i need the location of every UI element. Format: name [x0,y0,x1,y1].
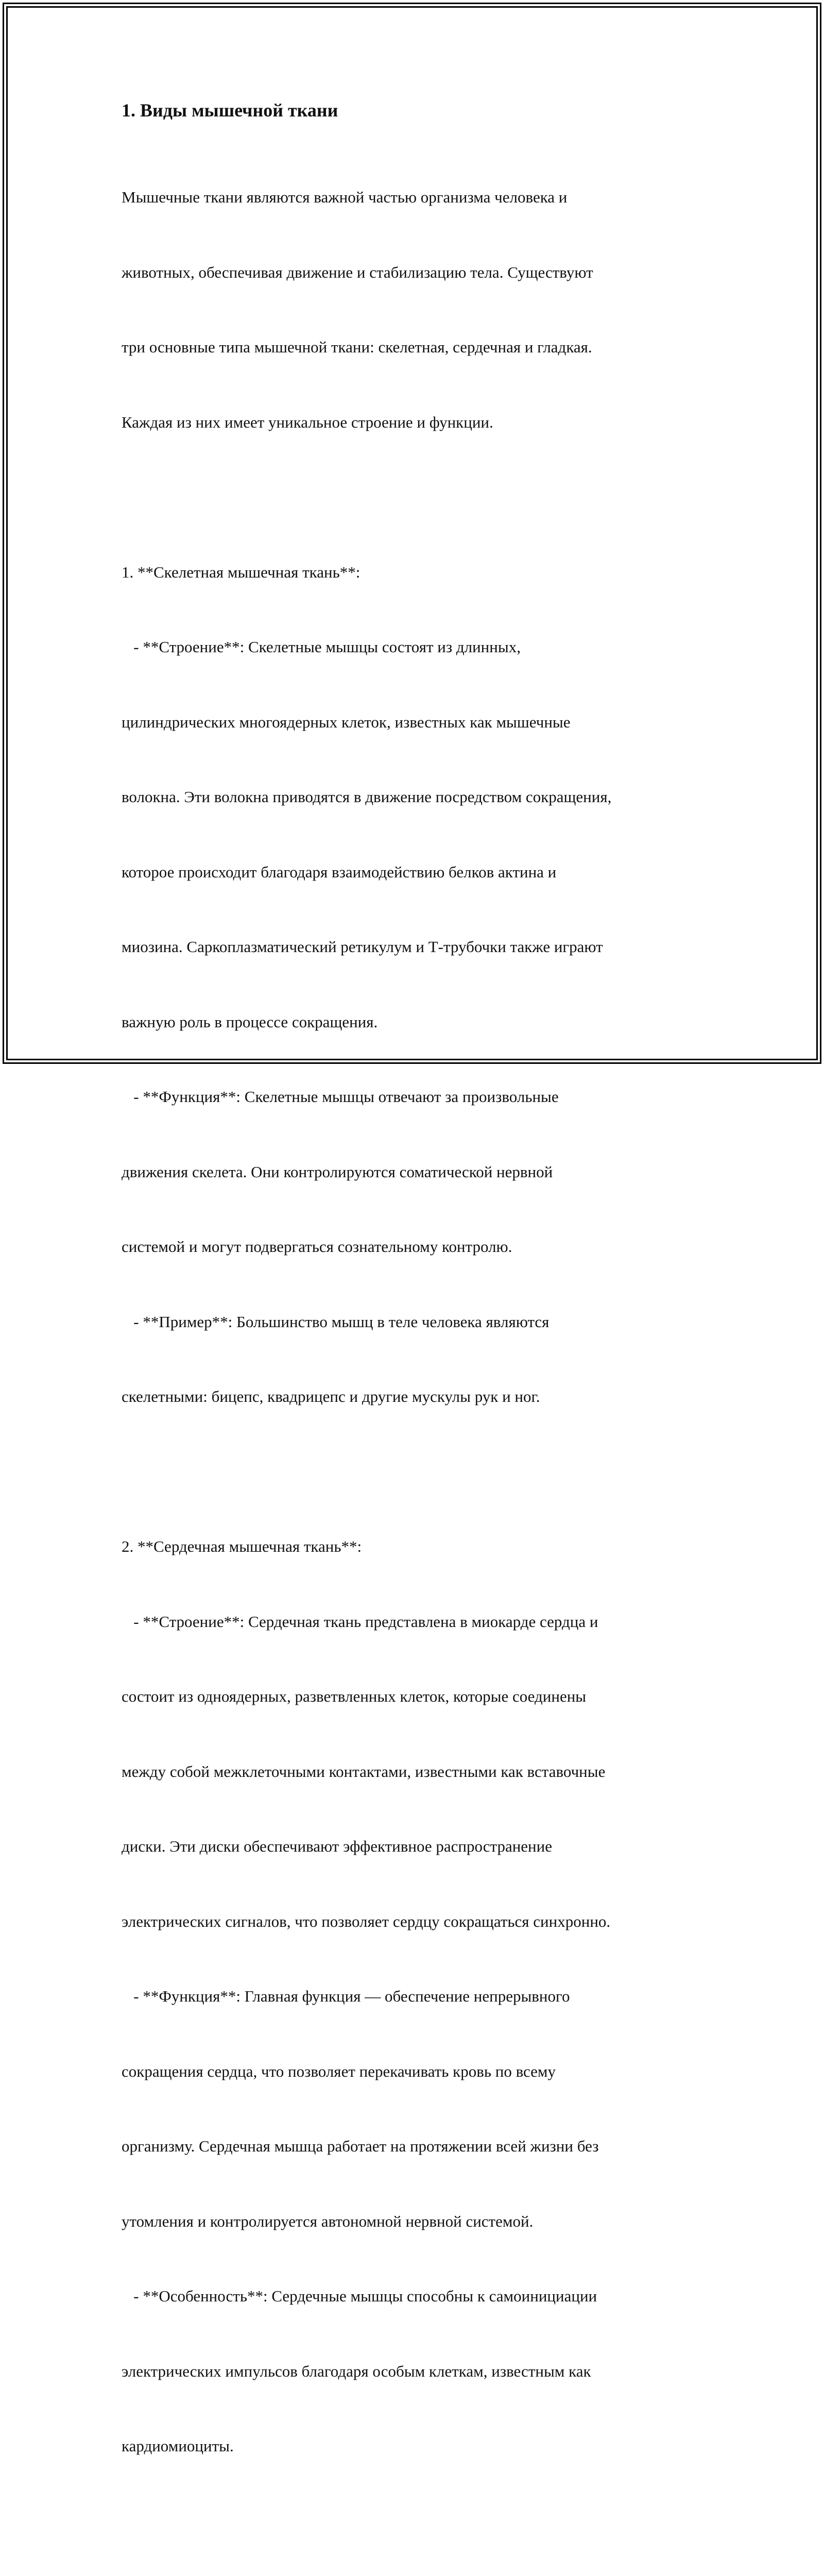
text-line: между собой межклеточными контактами, известными как вставочные [122,1762,606,1781]
text-line: состоит из одноядерных, разветвленных клеток, которые соединены [122,1687,587,1705]
text-line: - **Функция**: Скелетные мышцы отвечают за произвольные [122,1088,559,1106]
text-line: - **Строение**: Скелетные мышцы состоят из длинных, [122,638,521,656]
text-line: - **Строение**: Сердечная ткань представлена в миокарде сердца и [122,1612,598,1631]
blank-line [122,485,714,510]
text-line: сокращения сердца, что позволяет перекачивать кровь по всему [122,2062,556,2080]
section-heading: 1. Виды мышечной ткани [122,100,338,121]
text-line: диски. Эти диски обеспечивают эффективное распространение [122,1837,552,1855]
text-line: важную роль в процессе сокращения. [122,1012,378,1031]
text-line: Мышечные ткани являются важной частью организма человека и [122,188,568,206]
cardiac-muscle-section [122,1484,714,2509]
smooth-muscle-section [122,2534,714,2576]
document-page [122,97,714,2576]
text-line: системой и могут подвергаться сознательному контролю. [122,1238,512,1256]
text-line: волокна. Эти волокна приводятся в движение посредством сокращения, [122,788,612,806]
blank-line [122,2509,714,2534]
text-line: миозина. Саркоплазматический ретикулум и Т-трубочки также играют [122,938,603,956]
list-item-title: 1. **Скелетная мышечная ткань**: [122,563,360,581]
text-line: - **Особенность**: Сердечные мышцы способны к самоинициации [122,2287,597,2305]
blank-line [122,1460,714,1485]
text-line: которое происходит благодаря взаимодействию белков актина и [122,862,557,881]
text-line: утомления и контролируется автономной нервной системой. [122,2212,534,2230]
text-line: скелетными: бицепс, квадрицепс и другие мускулы рук и ног. [122,1387,540,1405]
text-line: организму. Сердечная мышца работает на протяжении всей жизни без [122,2137,599,2155]
text-line: Каждая из них имеет уникальное строение и функции. [122,413,493,431]
text-line: движения скелета. Они контролируются соматической нервной [122,1162,553,1181]
intro-paragraph [122,135,714,485]
text-line: - **Пример**: Большинство мышц в теле человека являются [122,1312,550,1331]
list-item-title: 2. **Сердечная мышечная ткань**: [122,1537,362,1555]
text-line: кардиомиоциты. [122,2437,234,2455]
text-line: - **Функция**: Главная функция — обеспечение непрерывного [122,1987,570,2005]
text-line: три основные типа мышечной ткани: скелетная, сердечная и гладкая. [122,338,592,356]
text-line: электрических импульсов благодаря особым клеткам, известным как [122,2362,591,2380]
text-line: цилиндрических многоядерных клеток, известных как мышечные [122,713,571,731]
skeletal-muscle-section [122,510,714,1460]
text-line: электрических сигналов, что позволяет сердцу сокращаться синхронно. [122,1912,611,1930]
text-line: животных, обеспечивая движение и стабилизацию тела. Существуют [122,263,593,281]
